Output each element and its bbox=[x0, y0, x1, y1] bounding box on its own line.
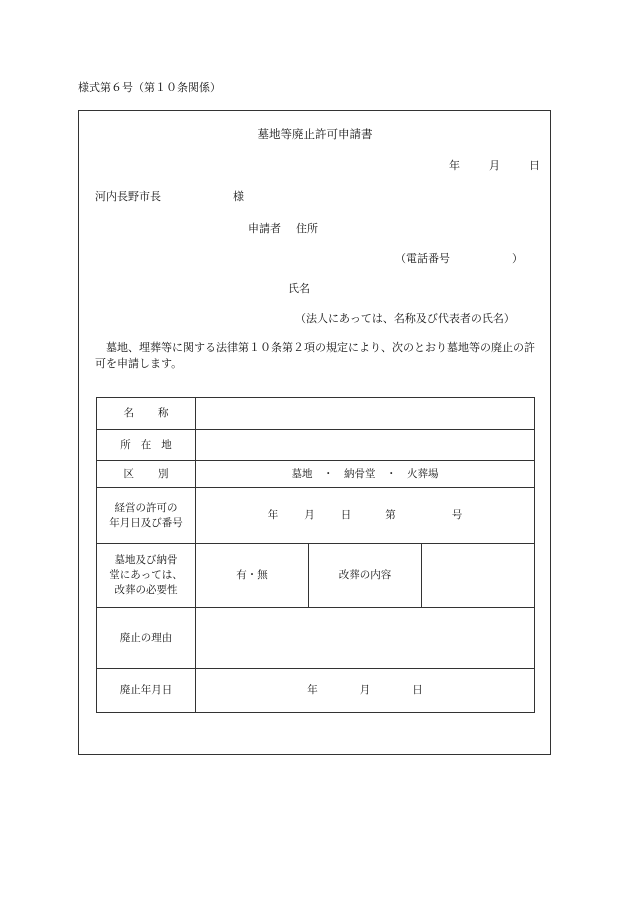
reason-label: 廃止の理由 bbox=[97, 608, 196, 669]
abolition-date-value: 年 月 日 bbox=[196, 669, 535, 713]
permit-label: 経営の許可の 年月日及び番号 bbox=[97, 488, 196, 544]
phone-line bbox=[395, 250, 523, 266]
date-month-label: 月 bbox=[489, 159, 500, 172]
reburial-content-cell[interactable] bbox=[422, 544, 535, 608]
permit-value: 年 月 日 第 号 bbox=[196, 488, 535, 544]
abolition-date-label: 廃止年月日 bbox=[97, 669, 196, 713]
category-value: 墓地 ・ 納骨堂 ・ 火葬場 bbox=[196, 461, 535, 488]
addressee-name: 河内長野市長 bbox=[95, 190, 161, 203]
applicant-label: 申請者 bbox=[248, 222, 281, 235]
addressee-honorific: 様 bbox=[233, 190, 244, 203]
table-row-permit bbox=[97, 488, 535, 544]
table-row-location bbox=[97, 430, 535, 461]
table-row-reburial bbox=[97, 544, 535, 608]
location-value-cell[interactable] bbox=[196, 430, 535, 461]
table-row-name bbox=[97, 398, 535, 430]
name-label: 名 称 bbox=[97, 398, 196, 430]
reburial-option[interactable]: 有・無 bbox=[196, 544, 309, 608]
applicant-address-line bbox=[248, 220, 318, 236]
phone-label: （電話番号 bbox=[395, 252, 450, 265]
name-value-cell[interactable] bbox=[196, 398, 535, 430]
reburial-label: 墓地及び納骨 堂にあっては、 改葬の必要性 bbox=[97, 544, 196, 608]
document-title: 墓地等廃止許可申請書 bbox=[257, 127, 373, 141]
addressee bbox=[95, 188, 244, 204]
location-label: 所 在 地 bbox=[97, 430, 196, 461]
phone-close: ） bbox=[512, 252, 523, 265]
table-row-category bbox=[97, 461, 535, 488]
application-date-line bbox=[449, 157, 540, 173]
date-year-label: 年 bbox=[449, 159, 460, 172]
category-label: 区 別 bbox=[97, 461, 196, 488]
reburial-content-label: 改葬の内容 bbox=[309, 544, 422, 608]
table-row-abolition-date bbox=[97, 669, 535, 713]
reason-value-cell[interactable] bbox=[196, 608, 535, 669]
application-statement: 墓地、埋葬等に関する法律第１０条第２項の規定により、次のとおり墓地等の廃止の許可を申請します。 bbox=[95, 341, 535, 370]
form-number-label: 様式第６号（第１０条関係） bbox=[78, 81, 221, 94]
applicant-name-label: 氏名 bbox=[288, 282, 310, 295]
date-day-label: 日 bbox=[529, 159, 540, 172]
details-table bbox=[96, 397, 535, 713]
table-row-reason bbox=[97, 608, 535, 669]
address-label: 住所 bbox=[296, 222, 318, 235]
corporation-note: （法人にあっては、名称及び代表者の氏名） bbox=[295, 312, 515, 325]
